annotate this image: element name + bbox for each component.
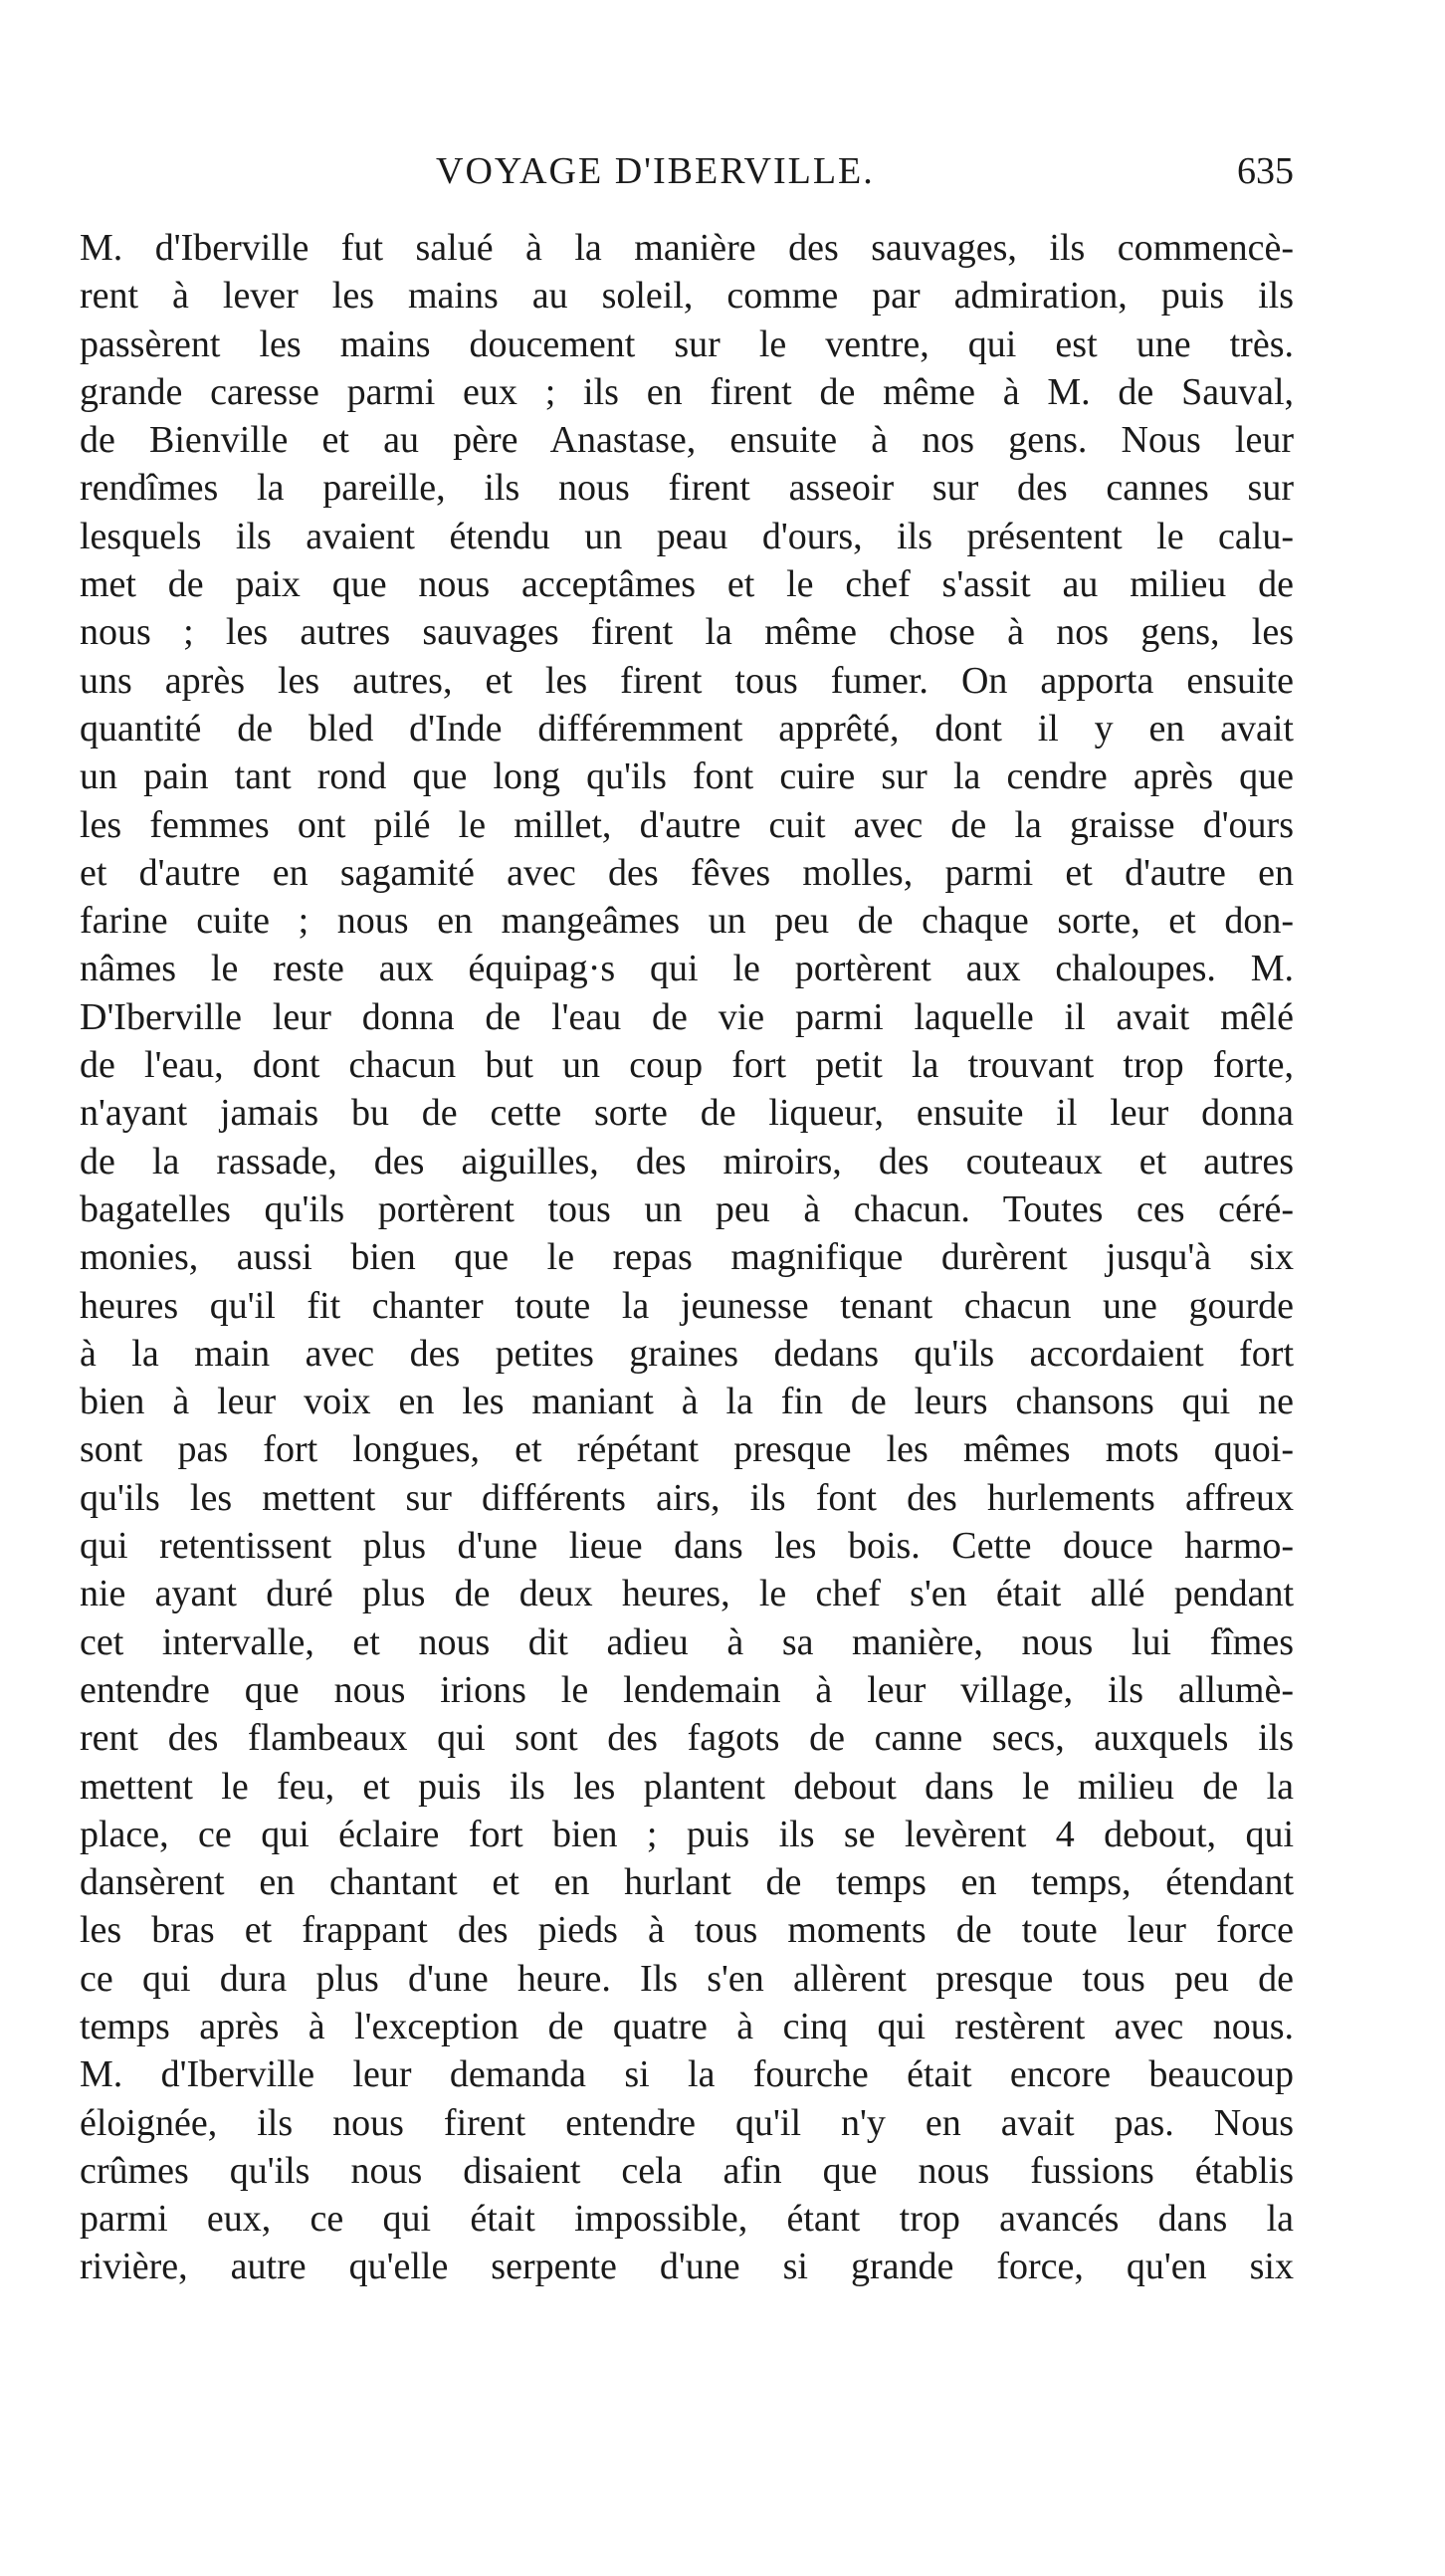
text-line: M. d'Iberville leur demanda si la fourche était encore beaucoup [80, 2053, 1294, 2096]
text-line: rivière, autre qu'elle serpente d'une si grande force, qu'en six [80, 2246, 1294, 2288]
text-line: un pain tant rond que long qu'ils font cuire sur la cendre après que [80, 755, 1294, 798]
text-line: crûmes qu'ils nous disaient cela afin que nous fussions établis [80, 2149, 1294, 2192]
text-line: à la main avec des petites graines dedans qu'ils accordaient fort [80, 1332, 1294, 1375]
running-title: VOYAGE D'IBERVILLE. [436, 150, 875, 192]
text-line: de l'eau, dont chacun but un coup fort petit la trouvant trop forte, [80, 1044, 1294, 1087]
text-line: rent des flambeaux qui sont des fagots de canne secs, auxquels ils [80, 1717, 1294, 1760]
text-line: les bras et frappant des pieds à tous moments de toute leur force [80, 1909, 1294, 1952]
text-line: de la rassade, des aiguilles, des miroirs, des couteaux et autres [80, 1140, 1294, 1182]
text-line: de Bienville et au père Anastase, ensuite à nos gens. Nous leur [80, 419, 1294, 462]
text-line: bien à leur voix en les maniant à la fin de leurs chansons qui ne [80, 1381, 1294, 1423]
text-line: éloignée, ils nous firent entendre qu'il n'y en avait pas. Nous [80, 2101, 1294, 2144]
text-line: n'ayant jamais bu de cette sorte de liqueur, ensuite il leur donna [80, 1092, 1294, 1135]
text-line: quantité de bled d'Inde différemment apprêté, dont il y en avait [80, 707, 1294, 750]
text-line: nâmes le reste aux équipag·s qui le portèrent aux chaloupes. M. [80, 948, 1294, 990]
text-line: sont pas fort longues, et répétant presque les mêmes mots quoi- [80, 1428, 1294, 1471]
text-line: M. d'Iberville fut salué à la manière des sauvages, ils commencè- [80, 227, 1294, 269]
text-line: passèrent les mains doucement sur le ventre, qui est une très. [80, 322, 1294, 365]
text-line: grande caresse parmi eux ; ils en firent de même à M. de Sauval, [80, 370, 1294, 413]
text-line: les femmes ont pilé le millet, d'autre cuit avec de la graisse d'ours [80, 803, 1294, 846]
text-line: uns après les autres, et les firent tous fumer. On apporta ensuite [80, 659, 1294, 702]
text-line: place, ce qui éclaire fort bien ; puis ils se levèrent 4 debout, qui [80, 1813, 1294, 1855]
page-number: 635 [1237, 150, 1294, 192]
text-line: monies, aussi bien que le repas magnifique durèrent jusqu'à six [80, 1236, 1294, 1279]
text-line: bagatelles qu'ils portèrent tous un peu à chacun. Toutes ces céré- [80, 1187, 1294, 1230]
text-line: nie ayant duré plus de deux heures, le chef s'en était allé pendant [80, 1573, 1294, 1615]
text-line: met de paix que nous acceptâmes et le chef s'assit au milieu de [80, 563, 1294, 606]
text-line: qu'ils les mettent sur différents airs, ils font des hurlements affreux [80, 1476, 1294, 1519]
text-line: dansèrent en chantant et en hurlant de temps en temps, étendant [80, 1861, 1294, 1904]
text-line: cet intervalle, et nous dit adieu à sa manière, nous lui fîmes [80, 1620, 1294, 1663]
body-text [80, 224, 1294, 2291]
text-line: parmi eux, ce qui était impossible, étant trop avancés dans la [80, 2198, 1294, 2241]
text-line: ce qui dura plus d'une heure. Ils s'en allèrent presque tous peu de [80, 1957, 1294, 2000]
text-line: D'Iberville leur donna de l'eau de vie parmi laquelle il avait mêlé [80, 995, 1294, 1038]
text-line: lesquels ils avaient étendu un peau d'ours, ils présentent le calu- [80, 515, 1294, 557]
text-line: rendîmes la pareille, ils nous firent asseoir sur des cannes sur [80, 467, 1294, 510]
text-line: nous ; les autres sauvages firent la même chose à nos gens, les [80, 611, 1294, 654]
text-line: rent à lever les mains au soleil, comme par admiration, puis ils [80, 275, 1294, 318]
page-header [0, 149, 1445, 199]
text-line: mettent le feu, et puis ils les plantent debout dans le milieu de la [80, 1765, 1294, 1808]
text-line: temps après à l'exception de quatre à cinq qui restèrent avec nous. [80, 2005, 1294, 2047]
text-line: entendre que nous irions le lendemain à leur village, ils allumè- [80, 1668, 1294, 1711]
text-line: qui retentissent plus d'une lieue dans les bois. Cette douce harmo- [80, 1525, 1294, 1568]
text-line: farine cuite ; nous en mangeâmes un peu de chaque sorte, et don- [80, 900, 1294, 943]
text-line: et d'autre en sagamité avec des fêves molles, parmi et d'autre en [80, 851, 1294, 894]
text-line: heures qu'il fit chanter toute la jeunesse tenant chacun une gourde [80, 1284, 1294, 1327]
